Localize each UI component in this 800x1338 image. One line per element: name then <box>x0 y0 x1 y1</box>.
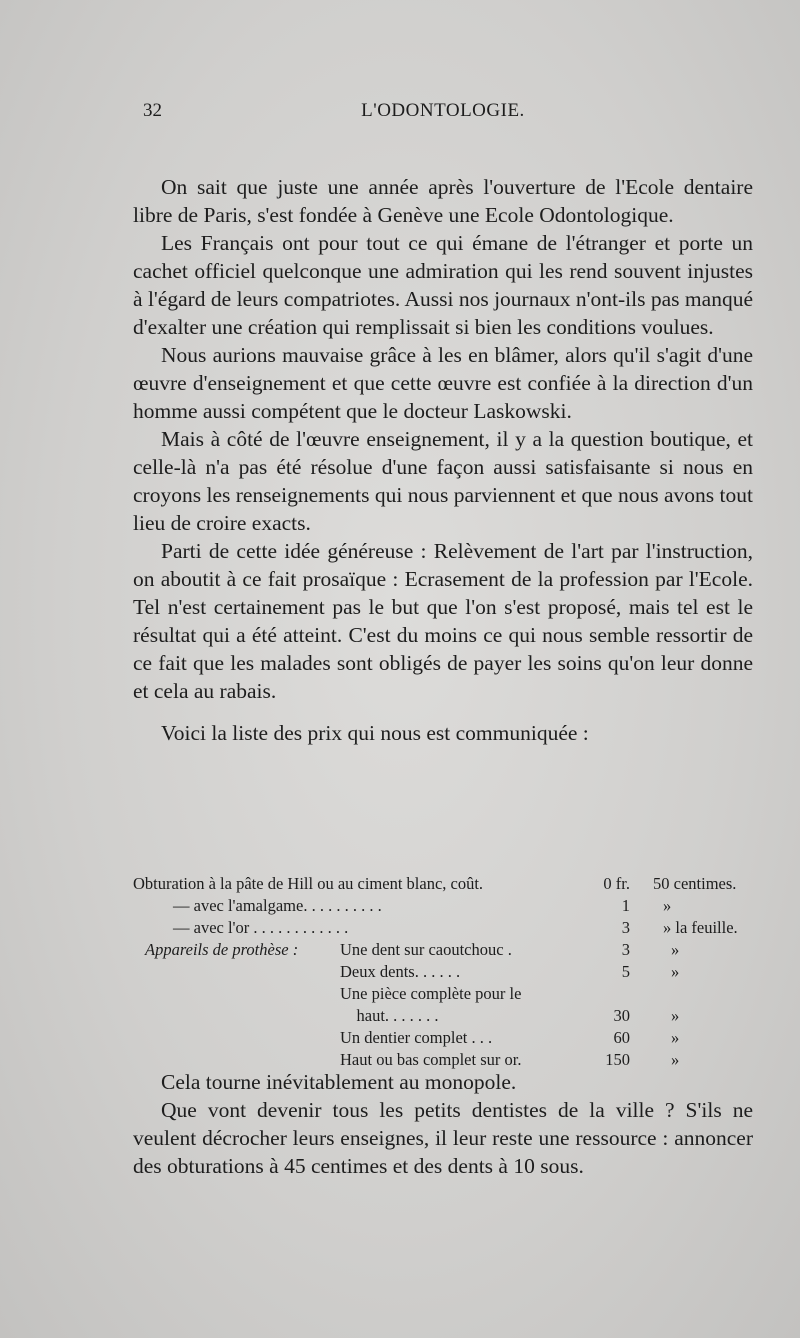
price-label: Haut ou bas complet sur or. <box>340 1050 522 1069</box>
price-amount: 1 <box>621 896 630 915</box>
price-label: haut. . . . . . . <box>340 1006 439 1025</box>
paragraph: Parti de cette idée généreuse : Relèvement de l'art par l'instruction, on aboutit à ce fait prosaïque : Ecrasement de la profession par l'Ecole. Tel n'est certainement pas le but que l'on s'est proposé, mais tel est le résultat qui a été atteint. C'est du moins ce qui nous semble ressortir de ce fait que les malades sont obligés de payer les soins qu'on leur donne et cela au rabais. <box>133 539 753 703</box>
price-label: Un dentier complet . . . <box>340 1028 493 1047</box>
page-number: 32 <box>143 100 162 121</box>
paragraph: Mais à côté de l'œuvre enseignement, il y a la question boutique, et celle-là n'a pas été résolue d'une façon aussi satisfaisante si nous en croyons les renseignements qui nous parviennent et que nous avons tout lieu de croire exacts. <box>133 427 753 535</box>
price-label: Une pièce complète pour le <box>340 984 522 1003</box>
running-title: L'ODONTOLOGIE. <box>361 100 525 121</box>
price-unit: » la feuille. <box>663 918 738 937</box>
paragraph: Voici la liste des prix qui nous est communiquée : <box>161 721 589 745</box>
price-row <box>133 1005 758 1027</box>
price-amount: 60 <box>613 1028 630 1047</box>
price-row <box>133 939 758 961</box>
price-unit: » <box>671 1028 680 1047</box>
paragraph: Que vont devenir tous les petits dentistes de la ville ? S'ils ne veulent décrocher leurs enseignes, il leur reste une ressource : annoncer des obturations à 45 centimes et des dents à 10 sous. <box>133 1098 753 1178</box>
price-row <box>133 895 758 917</box>
paragraph: On sait que juste une année après l'ouverture de l'Ecole dentaire libre de Paris, s'est fondée à Genève une Ecole Odontologique. <box>133 175 753 227</box>
price-unit: » <box>663 896 672 915</box>
price-row <box>133 1027 758 1049</box>
price-label: — avec l'amalgame. . . . . . . . . . <box>173 896 382 915</box>
price-unit: » <box>671 1050 680 1069</box>
price-label: Une dent sur caoutchouc . <box>340 940 512 959</box>
price-section-label: Appareils de prothèse : <box>145 940 299 959</box>
main-text <box>133 173 753 747</box>
price-label: Obturation à la pâte de Hill ou au ciment blanc, coût. <box>133 874 484 893</box>
price-unit: 50 centimes. <box>653 874 737 893</box>
price-unit: » <box>671 1006 680 1025</box>
price-unit: » <box>671 940 680 959</box>
price-amount: 150 <box>605 1050 630 1069</box>
page-header <box>133 100 753 130</box>
paragraph: Cela tourne inévitablement au monopole. <box>161 1070 517 1094</box>
closing-text <box>133 1068 753 1180</box>
price-amount: 3 <box>621 918 630 937</box>
price-amount: 30 <box>613 1006 630 1025</box>
price-label: Deux dents. . . . . . <box>340 962 461 981</box>
price-unit: » <box>671 962 680 981</box>
price-amount: 0 fr. <box>603 874 630 893</box>
price-row <box>133 873 758 895</box>
price-label: — avec l'or . . . . . . . . . . . . <box>173 918 349 937</box>
price-row <box>133 983 758 1005</box>
price-row <box>133 961 758 983</box>
price-amount: 5 <box>621 962 630 981</box>
price-row <box>133 917 758 939</box>
price-amount: 3 <box>621 940 630 959</box>
paragraph: Nous aurions mauvaise grâce à les en blâmer, alors qu'il s'agit d'une œuvre d'enseignement et que cette œuvre est confiée à la direction d'un homme aussi compétent que le docteur Laskowski. <box>133 343 753 423</box>
paragraph: Les Français ont pour tout ce qui émane de l'étranger et porte un cachet officiel quelconque une admiration qui les rend souvent injustes à l'égard de leurs compatriotes. Aussi nos journaux n'ont-ils pas manqué d'exalter une création qui remplissait si bien les conditions voulues. <box>133 231 753 339</box>
